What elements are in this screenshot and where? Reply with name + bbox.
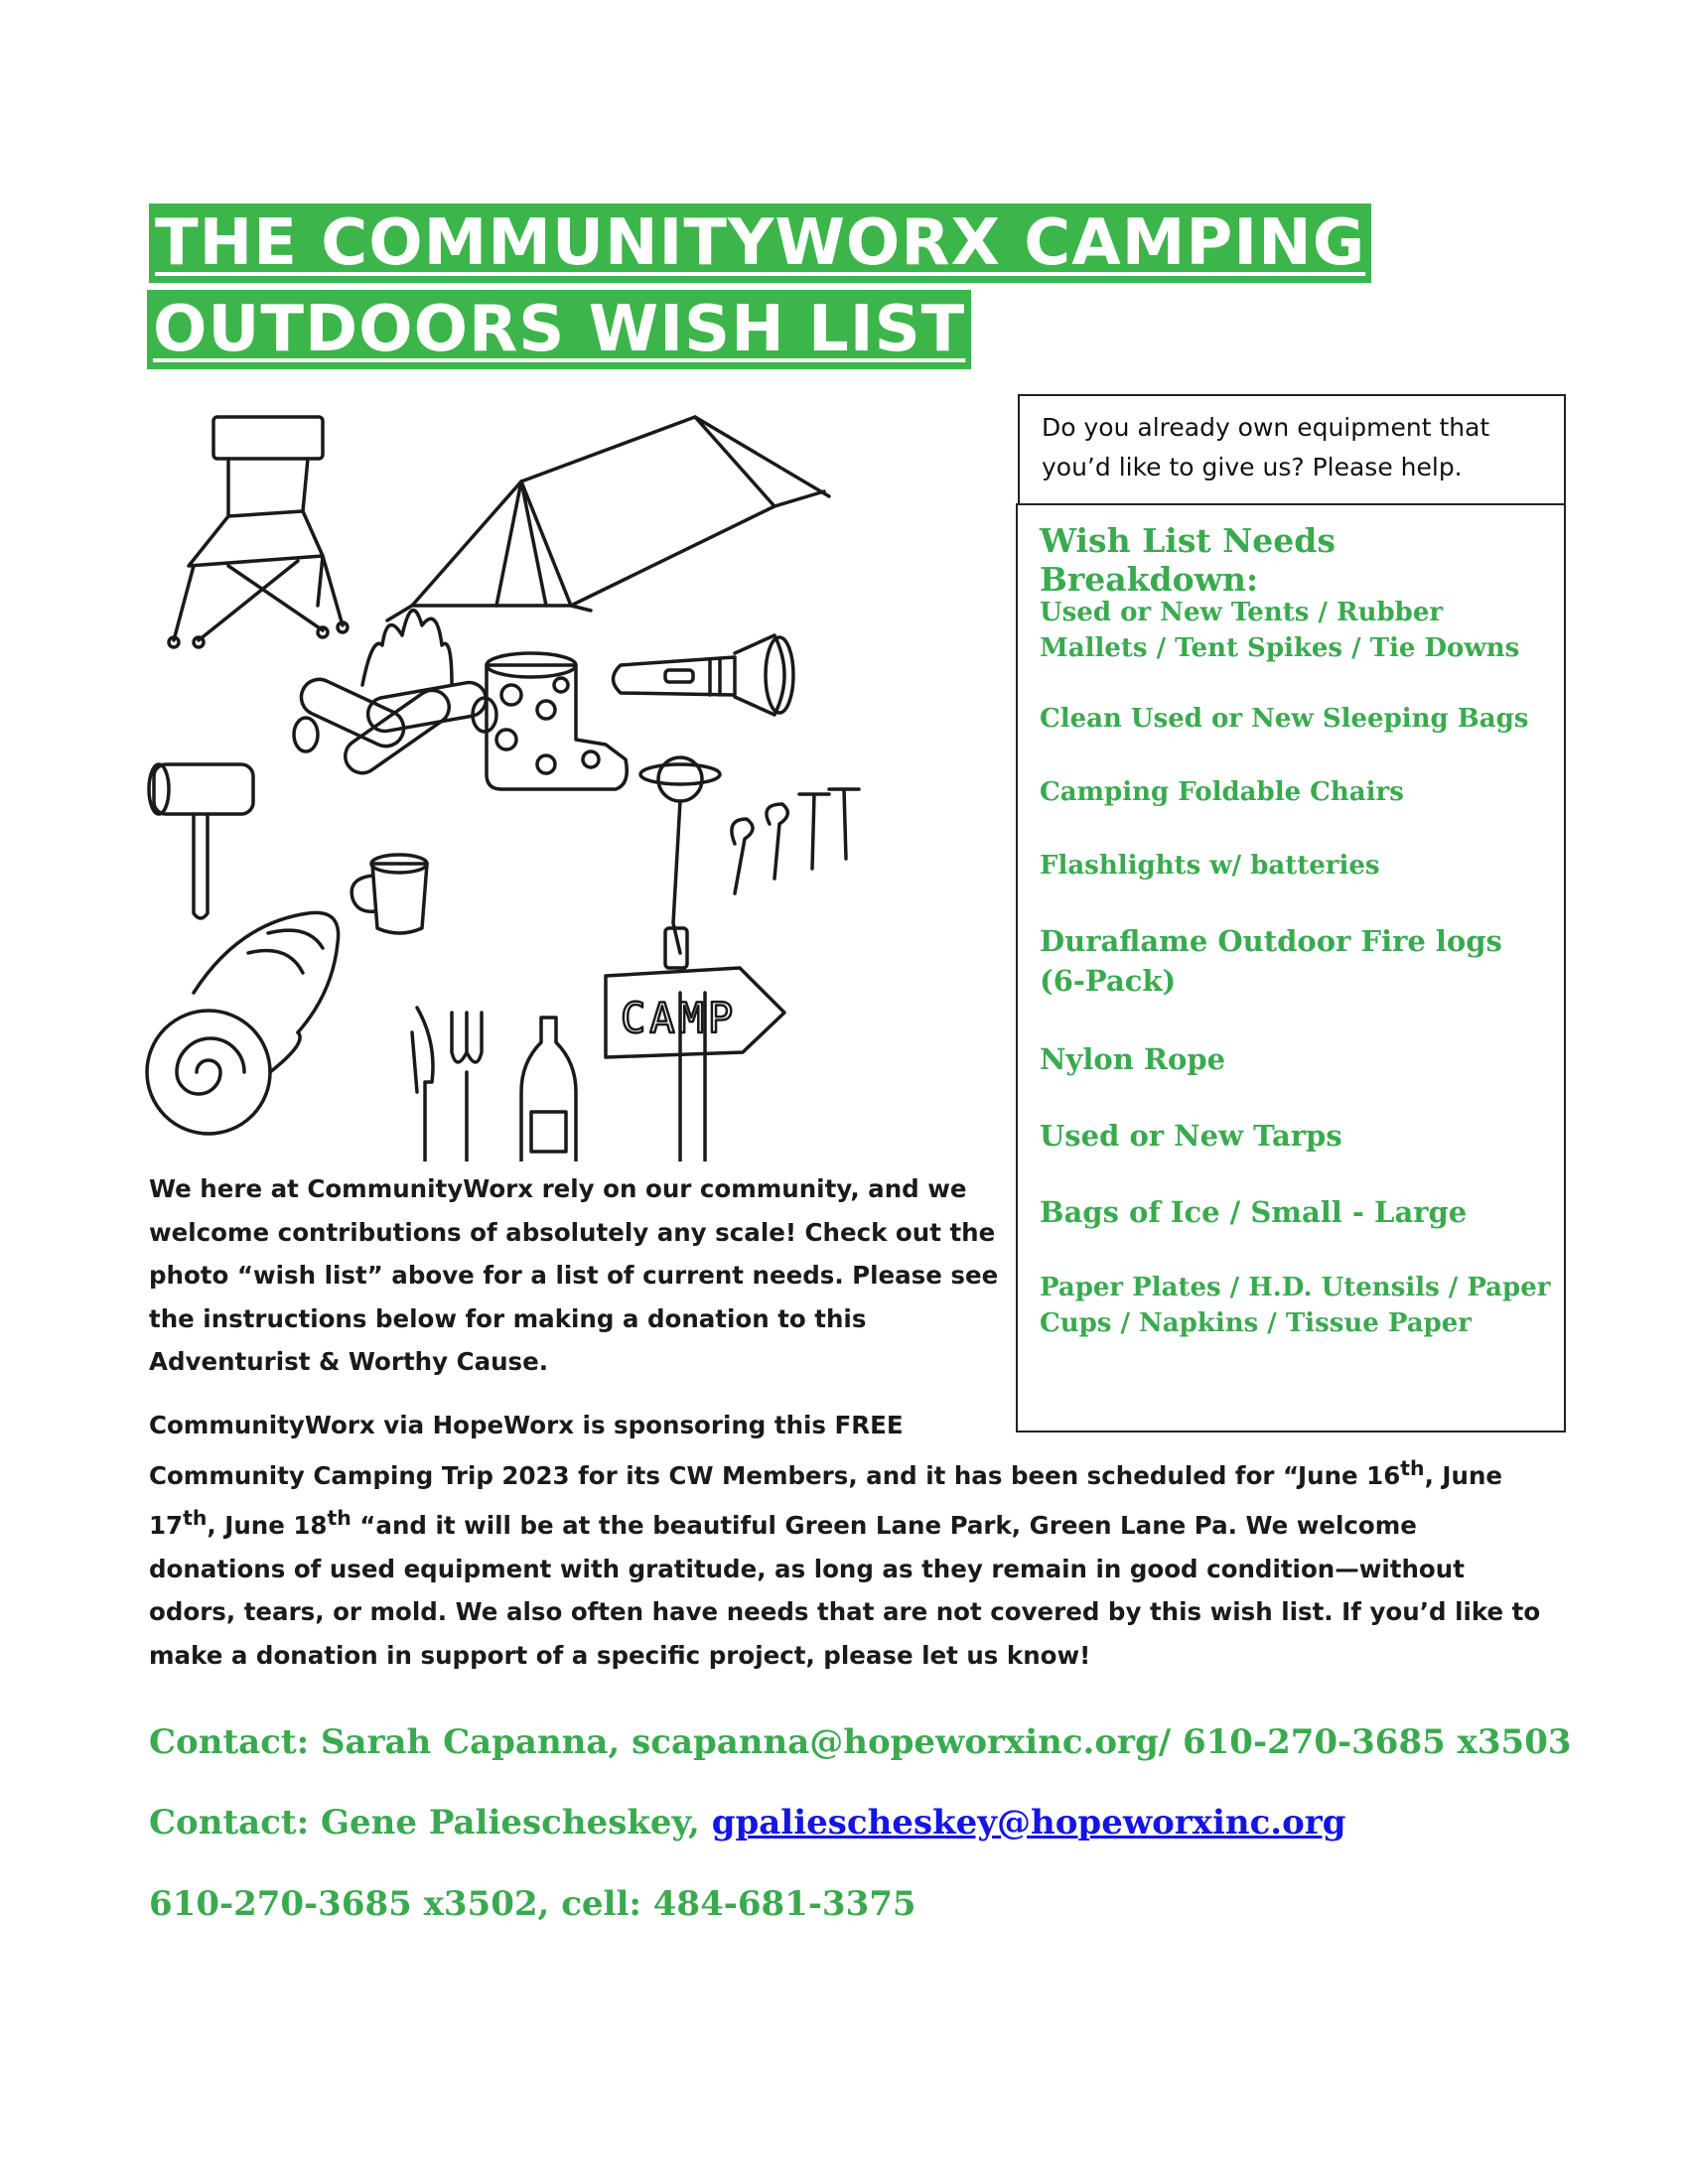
tent-stakes-icon (732, 789, 859, 893)
roasting-stick-icon (640, 757, 720, 968)
contact-sarah: Contact: Sarah Capanna, scapanna@hopeworxinc.org/ 610-270-3685 x3503 (149, 1722, 1572, 1762)
folding-chair-icon (169, 417, 348, 647)
tent-icon (387, 417, 829, 620)
contact-gene-label: Contact: Gene Paliescheskey, (149, 1803, 712, 1843)
need-item-tarps: Used or New Tarps (1040, 1119, 1342, 1153)
donate-prompt-box (1018, 394, 1566, 505)
contact-gene (149, 1803, 1589, 1843)
sponsorship-text-part3: , June 17 (149, 1460, 1503, 1541)
wish-list-needs-box (1016, 503, 1566, 1433)
boot-icon (487, 653, 627, 789)
need-item-paper-goods: Paper Plates / H.D. Utensils / Paper Cups / Napkins / Tissue Paper (1040, 1273, 1551, 1338)
intro-paragraph: We here at CommunityWorx rely on our community, and we welcome contributions of absolutely any scale! Check out the photo “wish list” above for a list of current needs. Please see the instructions below for making a donation to this Adventurist & Worthy Cause. (149, 1174, 999, 1376)
flashlight-icon (614, 635, 794, 715)
contact-gene-phone: 610-270-3685 x3502, cell: 484-681-3375 (149, 1884, 916, 1924)
sleeping-bag-icon (147, 912, 339, 1134)
mallet-icon (149, 764, 253, 918)
sponsorship-text-part4: , June 18 (207, 1511, 328, 1541)
sponsorship-paragraph (149, 1404, 1559, 1677)
need-item-sleeping-bags: Clean Used or New Sleeping Bags (1040, 704, 1529, 734)
utensils-icon (412, 1008, 482, 1161)
contact-gene-email-link[interactable]: gpaliescheskey@hopeworxinc.org (711, 1803, 1346, 1843)
ordinal-suffix: th (327, 1506, 352, 1531)
ordinal-suffix: th (1400, 1455, 1425, 1480)
ordinal-suffix: th (183, 1506, 208, 1531)
needs-heading: Wish List Needs Breakdown: (1040, 521, 1336, 599)
need-item-tents: Used or New Tents / Rubber Mallets / Tent Spikes / Tie Downs (1040, 598, 1520, 663)
need-item-nylon-rope: Nylon Rope (1040, 1042, 1226, 1076)
need-item-fire-logs: Duraflame Outdoor Fire logs (6-Pack) (1040, 924, 1502, 998)
bottle-icon (521, 1018, 576, 1161)
need-item-flashlights: Flashlights w/ batteries (1040, 851, 1380, 881)
page-title-line-1: THE COMMUNITYWORX CAMPING (149, 204, 1371, 283)
camp-sign-text: CAMP (621, 994, 738, 1042)
sponsorship-text-part5: “and it will be at the beautiful Green Lane Park, Green Lane Pa. We welcome donations of used equipment with gratitude, as long as they remain in good condition—without odors, tears, or mold. We also often have needs that are not covered by this wish list. If you’d like to make a donation in support of a specific project, please let us know! (149, 1511, 1541, 1670)
sponsorship-text-part1: CommunityWorx via HopeWorx is sponsoring this FREE (149, 1411, 904, 1439)
page-title-line-2: OUTDOORS WISH LIST (147, 290, 971, 369)
mug-icon (352, 855, 427, 933)
sponsorship-text-part2: Community Camping Trip 2023 for its CW Members, and it has been scheduled for “June 16 (149, 1460, 1401, 1490)
camp-sign-icon (606, 968, 784, 1161)
camping-illustration (139, 397, 914, 1161)
donate-prompt-text: Do you already own equipment that you’d like to give us? Please help. (1042, 413, 1490, 481)
need-item-chairs: Camping Foldable Chairs (1040, 777, 1404, 807)
need-item-ice: Bags of Ice / Small - Large (1040, 1195, 1468, 1229)
